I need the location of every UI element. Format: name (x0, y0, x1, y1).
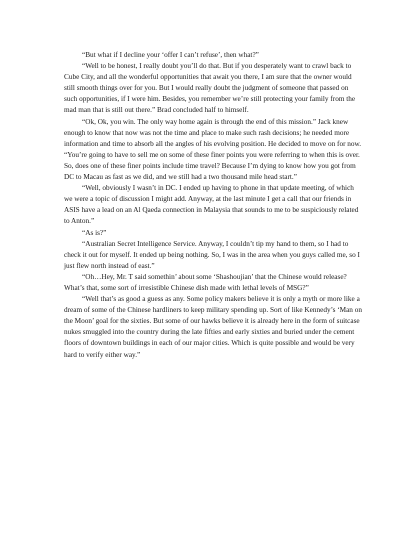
paragraph-1: “But what if I decline your ‘offer I can’t refuse’, then what?” (82, 51, 259, 59)
paragraph-7: “Oh…Hey, Mr. T said somethin’ about some ‘Shashoujian’ that the Chinese would release? What’s that, some sort of irresistible Chinese dish made with lethal levels of MSG?” (64, 272, 347, 292)
document-body (64, 50, 362, 361)
paragraph-6: “Australian Secret Intelligence Service. Anyway, I couldn’t tip my hand to them, so I had to check it out for myself. It ended up being nothing. So, I was in the area when you guys called me, so I just flew north instead of east.” (64, 239, 360, 270)
paragraph-2: “Well to be honest, I really doubt you’ll do that. But if you desperately want to crawl back to Cube City, and all the wonderful opportunities that await you there, I am sure that the owner would still smooth things over for you. But I would really doubt the judgment of someone that passed on such opportunities, if I were him. Besides, you remember we’re still protecting your family from the mad man that is still out there.” Brad concluded half to himself. (64, 62, 356, 115)
paragraph-4: “Well, obviously I wasn’t in DC. I ended up having to phone in that update meeting, of which we were a topic of discussion I might add. Anyway, at the last minute I get a call that our friends in ASIS have a lead on an Al Qaeda connection in Malaysia that sounds to me to be suspiciously related to Anton.” (64, 184, 359, 226)
paragraph-3: “Ok, Ok, you win. The only way home again is through the end of this mission.” Jack knew enough to know that now was not the time and place to make such rash decisions; he needed more information and time to absorb all the angles of his evolving position. He decided to move on for now. “You’re going to have to sell me on some of these finer points you were referring to when this is over. So, does one of these finer points include time travel? Because I’m dying to know how you got from DC to Macau as fast as we did, and we still had a two thousand mile head start.” (64, 117, 362, 182)
paragraph-8: “Well that’s as good a guess as any. Some policy makers believe it is only a myth or more like a dream of some of the Chinese hardliners to keep military spending up. Sort of like Kennedy’s ‘Man on the Moon’ goal for the sixties. But some of our hawks believe it is already here in the form of suitcase nukes smuggled into the country during the late fifties and early sixties and buried under the cement floors of downtown buildings in each of our major cities. Which is quite possible and would be very hard to verify either way.” (64, 295, 362, 359)
paragraph-5: “As is?” (82, 228, 107, 237)
